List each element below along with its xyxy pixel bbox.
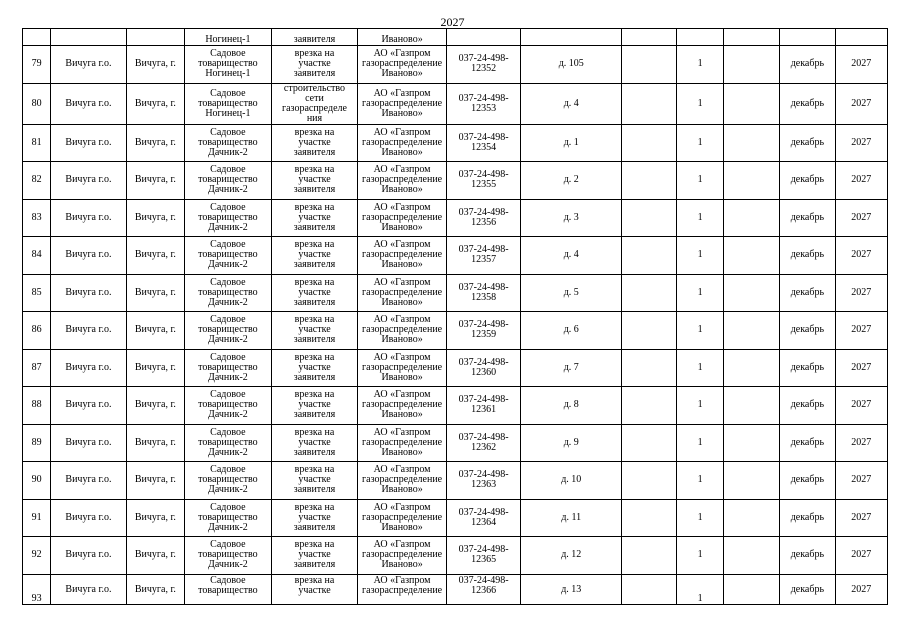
cell-town: Вичуга, г.	[126, 424, 184, 462]
cell-city: Вичуга г.о.	[51, 499, 127, 537]
cell-organization: АО «Газпром газораспределение Иваново»	[358, 499, 447, 537]
cell-object: д. 3	[521, 199, 622, 237]
cell-month: декабрь	[780, 424, 835, 462]
cell-organization: АО «Газпром газораспределение Иваново»	[358, 162, 447, 200]
cell-town: Вичуга, г.	[126, 162, 184, 200]
cell-quantity: 1	[677, 274, 723, 312]
cell-year: 2027	[835, 162, 887, 200]
cell-empty	[622, 46, 677, 84]
cell-object: д. 11	[521, 499, 622, 537]
table-row	[23, 424, 888, 462]
cell-month: декабрь	[780, 499, 835, 537]
cell-object: д. 5	[521, 274, 622, 312]
cell-city: Вичуга г.о.	[51, 424, 127, 462]
cell-year: 2027	[835, 124, 887, 162]
cell-organization: АО «Газпром газораспределение Иваново»	[358, 462, 447, 500]
cell-year: 2027	[835, 537, 887, 575]
cell-object: д. 2	[521, 162, 622, 200]
cell-month: декабрь	[780, 312, 835, 350]
cell-year: 2027	[835, 387, 887, 425]
cell-year: 2027	[835, 574, 887, 604]
cell-month: декабрь	[780, 237, 835, 275]
cell-work-type: врезка на участке заявителя	[271, 162, 358, 200]
cell-number: 92	[23, 537, 51, 575]
cell-empty	[622, 424, 677, 462]
cell-empty	[723, 424, 779, 462]
cell-number: 91	[23, 499, 51, 537]
table-row	[23, 199, 888, 237]
cell-empty	[723, 237, 779, 275]
cell-quantity: 1	[677, 124, 723, 162]
cell-area: Садовое товарищество Дачник-2	[185, 499, 272, 537]
cell-empty	[723, 387, 779, 425]
cell-work-type: врезка на участке заявителя	[271, 424, 358, 462]
cell-number: 86	[23, 312, 51, 350]
cell-code: 037-24-498- 12360	[446, 349, 521, 387]
cell-work-type: врезка на участке заявителя	[271, 387, 358, 425]
cell-code: 037-24-498- 12353	[446, 83, 521, 124]
cell-object: д. 7	[521, 349, 622, 387]
cell-empty	[622, 29, 677, 46]
cell-empty	[723, 312, 779, 350]
cell-year: 2027	[835, 462, 887, 500]
cell-city: Вичуга г.о.	[51, 312, 127, 350]
cell-organization: АО «Газпром газораспределение Иваново»	[358, 537, 447, 575]
cell-empty	[723, 46, 779, 84]
cell-empty	[622, 124, 677, 162]
cell-work-type: строительство сети газораспределе ния	[271, 83, 358, 124]
cell-empty	[622, 387, 677, 425]
registry-table	[22, 28, 888, 605]
cell-town: Вичуга, г.	[126, 349, 184, 387]
cell-month: декабрь	[780, 462, 835, 500]
cell-object: д. 10	[521, 462, 622, 500]
table-row	[23, 46, 888, 84]
cell-empty	[622, 537, 677, 575]
cell-area: Садовое товарищество Дачник-2	[185, 312, 272, 350]
cell-city: Вичуга г.о.	[51, 537, 127, 575]
cell-quantity: 1	[677, 387, 723, 425]
cell-quantity: 1	[677, 537, 723, 575]
cell-code: 037-24-498- 12355	[446, 162, 521, 200]
cell-code: 037-24-498- 12358	[446, 274, 521, 312]
cell-quantity: 1	[677, 499, 723, 537]
cell-area: Садовое товарищество Дачник-2	[185, 349, 272, 387]
cell-code: 037-24-498- 12361	[446, 387, 521, 425]
cell-area: Садовое товарищество Дачник-2	[185, 162, 272, 200]
cell-number: 87	[23, 349, 51, 387]
cell-month: декабрь	[780, 274, 835, 312]
cell-number: 82	[23, 162, 51, 200]
cell-year	[835, 29, 887, 46]
table-row	[23, 499, 888, 537]
cell-quantity: 1	[677, 199, 723, 237]
cell-object: д. 8	[521, 387, 622, 425]
cell-city: Вичуга г.о.	[51, 349, 127, 387]
cell-month: декабрь	[780, 537, 835, 575]
cell-organization: АО «Газпром газораспределение Иваново»	[358, 124, 447, 162]
cell-town	[126, 29, 184, 46]
cell-organization: Иваново»	[358, 29, 447, 46]
cell-organization: АО «Газпром газораспределение Иваново»	[358, 387, 447, 425]
cell-town: Вичуга, г.	[126, 199, 184, 237]
cell-city: Вичуга г.о.	[51, 274, 127, 312]
cell-organization: АО «Газпром газораспределение Иваново»	[358, 199, 447, 237]
cell-year: 2027	[835, 83, 887, 124]
cell-town: Вичуга, г.	[126, 537, 184, 575]
cell-object: д. 13	[521, 574, 622, 604]
cell-area: Ногинец-1	[185, 29, 272, 46]
cell-number: 93	[23, 574, 51, 604]
cell-year: 2027	[835, 424, 887, 462]
cell-quantity: 1	[677, 83, 723, 124]
cell-area: Садовое товарищество Дачник-2	[185, 124, 272, 162]
cell-code: 037-24-498- 12352	[446, 46, 521, 84]
cell-area: Садовое товарищество Дачник-2	[185, 424, 272, 462]
table-row	[23, 162, 888, 200]
cell-empty	[723, 29, 779, 46]
cell-empty	[723, 124, 779, 162]
cell-code: 037-24-498- 12362	[446, 424, 521, 462]
cell-work-type: заявителя	[271, 29, 358, 46]
table-row-partial	[23, 574, 888, 604]
cell-month: декабрь	[780, 83, 835, 124]
cell-number: 79	[23, 46, 51, 84]
cell-code: 037-24-498- 12357	[446, 237, 521, 275]
cell-quantity: 1	[677, 46, 723, 84]
cell-work-type: врезка на участке заявителя	[271, 499, 358, 537]
cell-area: Садовое товарищество Дачник-2	[185, 537, 272, 575]
cell-empty	[622, 312, 677, 350]
cell-number: 80	[23, 83, 51, 124]
cell-town: Вичуга, г.	[126, 274, 184, 312]
cell-month: декабрь	[780, 387, 835, 425]
registry-table-body	[23, 29, 888, 605]
cell-area: Садовое товарищество Дачник-2	[185, 462, 272, 500]
cell-empty	[723, 83, 779, 124]
cell-number: 88	[23, 387, 51, 425]
cell-work-type: врезка на участке	[271, 574, 358, 604]
cell-quantity: 1	[677, 574, 723, 604]
cell-work-type: врезка на участке заявителя	[271, 462, 358, 500]
cell-month: декабрь	[780, 124, 835, 162]
cell-object: д. 12	[521, 537, 622, 575]
cell-quantity: 1	[677, 162, 723, 200]
cell-code: 037-24-498- 12356	[446, 199, 521, 237]
cell-city: Вичуга г.о.	[51, 162, 127, 200]
cell-month	[780, 29, 835, 46]
cell-month: декабрь	[780, 199, 835, 237]
cell-empty	[723, 199, 779, 237]
cell-month: декабрь	[780, 46, 835, 84]
cell-town: Вичуга, г.	[126, 46, 184, 84]
cell-town: Вичуга, г.	[126, 83, 184, 124]
cell-number: 81	[23, 124, 51, 162]
cell-year: 2027	[835, 46, 887, 84]
table-row	[23, 83, 888, 124]
cell-code: 037-24-498- 12354	[446, 124, 521, 162]
cell-number: 84	[23, 237, 51, 275]
cell-year: 2027	[835, 312, 887, 350]
cell-town: Вичуга, г.	[126, 499, 184, 537]
table-row	[23, 387, 888, 425]
cell-work-type: врезка на участке заявителя	[271, 237, 358, 275]
cell-work-type: врезка на участке заявителя	[271, 124, 358, 162]
cell-month: декабрь	[780, 574, 835, 604]
cell-number	[23, 29, 51, 46]
cell-city: Вичуга г.о.	[51, 124, 127, 162]
cell-number: 85	[23, 274, 51, 312]
cell-organization: АО «Газпром газораспределение Иваново»	[358, 46, 447, 84]
cell-organization: АО «Газпром газораспределение Иваново»	[358, 237, 447, 275]
cell-empty	[723, 274, 779, 312]
cell-empty	[622, 162, 677, 200]
cell-organization: АО «Газпром газораспределение Иваново»	[358, 312, 447, 350]
cell-empty	[723, 349, 779, 387]
cell-object: д. 105	[521, 46, 622, 84]
cell-code: 037-24-498- 12359	[446, 312, 521, 350]
cell-area: Садовое товарищество Дачник-2	[185, 387, 272, 425]
cell-town: Вичуга, г.	[126, 574, 184, 604]
table-row-continued	[23, 29, 888, 46]
cell-number: 83	[23, 199, 51, 237]
cell-code	[446, 29, 521, 46]
cell-area: Садовое товарищество Дачник-2	[185, 237, 272, 275]
cell-object	[521, 29, 622, 46]
cell-organization: АО «Газпром газораспределение Иваново»	[358, 349, 447, 387]
cell-quantity: 1	[677, 424, 723, 462]
cell-town: Вичуга, г.	[126, 462, 184, 500]
cell-area: Садовое товарищество	[185, 574, 272, 604]
cell-organization: АО «Газпром газораспределение Иваново»	[358, 274, 447, 312]
table-row	[23, 312, 888, 350]
table-row	[23, 124, 888, 162]
cell-town: Вичуга, г.	[126, 237, 184, 275]
cell-number: 90	[23, 462, 51, 500]
cell-city: Вичуга г.о.	[51, 46, 127, 84]
cell-area: Садовое товарищество Дачник-2	[185, 199, 272, 237]
cell-object: д. 6	[521, 312, 622, 350]
cell-empty	[622, 237, 677, 275]
cell-city: Вичуга г.о.	[51, 574, 127, 604]
cell-work-type: врезка на участке заявителя	[271, 349, 358, 387]
cell-city: Вичуга г.о.	[51, 199, 127, 237]
cell-code: 037-24-498- 12364	[446, 499, 521, 537]
table-row	[23, 274, 888, 312]
page-header-year: 2027	[440, 15, 465, 29]
cell-city: Вичуга г.о.	[51, 237, 127, 275]
cell-month: декабрь	[780, 162, 835, 200]
table-row	[23, 349, 888, 387]
cell-area: Садовое товарищество Дачник-2	[185, 274, 272, 312]
cell-empty	[622, 349, 677, 387]
cell-empty	[622, 462, 677, 500]
cell-city	[51, 29, 127, 46]
table-row	[23, 537, 888, 575]
cell-empty	[622, 574, 677, 604]
cell-city: Вичуга г.о.	[51, 462, 127, 500]
cell-month: декабрь	[780, 349, 835, 387]
cell-quantity: 1	[677, 312, 723, 350]
cell-year: 2027	[835, 199, 887, 237]
table-row	[23, 462, 888, 500]
cell-year: 2027	[835, 499, 887, 537]
cell-organization: АО «Газпром газораспределение Иваново»	[358, 83, 447, 124]
cell-town: Вичуга, г.	[126, 312, 184, 350]
cell-code: 037-24-498- 12366	[446, 574, 521, 604]
cell-year: 2027	[835, 274, 887, 312]
cell-town: Вичуга, г.	[126, 387, 184, 425]
cell-empty	[622, 274, 677, 312]
cell-empty	[723, 499, 779, 537]
cell-work-type: врезка на участке заявителя	[271, 46, 358, 84]
cell-code: 037-24-498- 12365	[446, 537, 521, 575]
cell-code: 037-24-498- 12363	[446, 462, 521, 500]
table-row	[23, 237, 888, 275]
cell-quantity	[677, 29, 723, 46]
cell-number: 89	[23, 424, 51, 462]
cell-work-type: врезка на участке заявителя	[271, 274, 358, 312]
cell-quantity: 1	[677, 237, 723, 275]
cell-area: Садовое товарищество Ногинец-1	[185, 46, 272, 84]
cell-city: Вичуга г.о.	[51, 83, 127, 124]
cell-empty	[723, 162, 779, 200]
cell-empty	[723, 537, 779, 575]
cell-work-type: врезка на участке заявителя	[271, 312, 358, 350]
cell-organization: АО «Газпром газораспределение Иваново»	[358, 424, 447, 462]
cell-year: 2027	[835, 237, 887, 275]
cell-object: д. 9	[521, 424, 622, 462]
cell-quantity: 1	[677, 462, 723, 500]
cell-empty	[622, 199, 677, 237]
cell-empty	[622, 83, 677, 124]
cell-object: д. 1	[521, 124, 622, 162]
cell-quantity: 1	[677, 349, 723, 387]
cell-object: д. 4	[521, 83, 622, 124]
cell-work-type: врезка на участке заявителя	[271, 199, 358, 237]
cell-object: д. 4	[521, 237, 622, 275]
cell-empty	[723, 462, 779, 500]
cell-area: Садовое товарищество Ногинец-1	[185, 83, 272, 124]
cell-organization: АО «Газпром газораспределение	[358, 574, 447, 604]
cell-town: Вичуга, г.	[126, 124, 184, 162]
cell-year: 2027	[835, 349, 887, 387]
cell-empty	[723, 574, 779, 604]
cell-work-type: врезка на участке заявителя	[271, 537, 358, 575]
cell-empty	[622, 499, 677, 537]
cell-city: Вичуга г.о.	[51, 387, 127, 425]
